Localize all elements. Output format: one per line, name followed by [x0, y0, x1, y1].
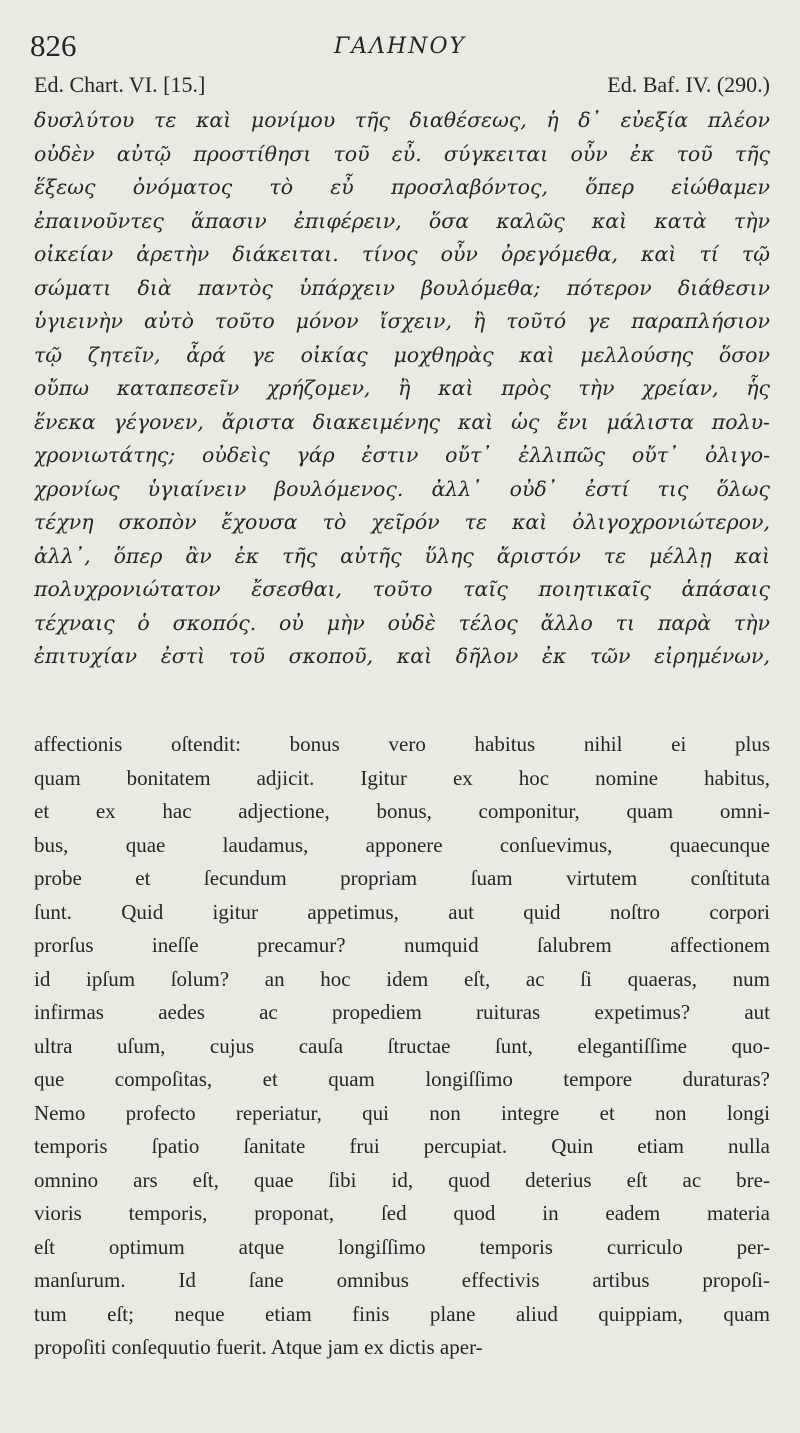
latin-text-line: probe et ſecundum propriam ſuam virtutem conſtituta: [34, 866, 770, 890]
page-number: 826: [30, 28, 77, 63]
edition-basel-ref: Ed. Baf. IV. (290.): [607, 72, 770, 97]
latin-text-line: ſunt. Quid igitur appetimus, aut quid noſtro corpori: [34, 899, 770, 924]
latin-text-block: [34, 728, 770, 1365]
latin-text-line: tum eſt; neque etiam finis plane aliud quippiam, quam: [34, 1301, 770, 1326]
greek-text-block: [34, 104, 770, 674]
latin-text-line: et ex hac adjectione, bonus, componitur, quam omni-: [34, 799, 770, 823]
greek-text-line: ἐπαινοῦντες ἅπασιν ἐπιφέρειν, ὅσα καλῶς καὶ κατὰ τὴν: [34, 208, 770, 233]
greek-text-line: τέχνη σκοπὸν ἔχουσα τὸ χεῖρόν τε καὶ ὀλιγοχρονιώτερον,: [34, 510, 770, 534]
latin-text-line: quam bonitatem adjicit. Igitur ex hoc nomine habitus,: [34, 765, 770, 790]
latin-text-line: bus, quae laudamus, apponere conſuevimus, quaecunque: [34, 832, 770, 857]
greek-text-line: οἰκείαν ἀρετὴν διάκειται. τίνος οὖν ὀρεγόμεθα, καὶ τί τῷ: [34, 242, 770, 266]
running-title: ΓΑΛΗΝΟΥ: [333, 34, 467, 59]
latin-text-line: temporis ſpatio ſanitate frui percupiat. Quin etiam nulla: [34, 1134, 770, 1158]
greek-text-line: τέχναις ὁ σκοπός. οὐ μὴν οὐδὲ τέλος ἄλλο τι παρὰ τὴν: [34, 610, 770, 635]
greek-text-line: ἕξεως ὀνόματος τὸ εὖ προσλαβόντος, ὅπερ εἰώθαμεν: [34, 175, 770, 199]
greek-text-line: τῷ ζητεῖν, ἆρά γε οἰκίας μοχθηρὰς καὶ μελλούσης ὅσον: [34, 342, 770, 367]
latin-text-line: prorſus ineſſe precamur? numquid ſalubrem affectionem: [34, 933, 770, 957]
greek-text-line: δυσλύτου τε καὶ μονίμου τῆς διαθέσεως, ἡ δ᾽ εὐεξία πλέον: [34, 108, 770, 132]
greek-text-line: ἐπιτυχίαν ἐστὶ τοῦ σκοποῦ, καὶ δῆλον ἐκ τῶν εἰρημένων,: [34, 644, 770, 668]
edition-chartier-ref: Ed. Chart. VI. [15.]: [34, 72, 206, 97]
greek-text-line: σώματι διὰ παντὸς ὑπάρχειν βουλόμεθα; πότερον διάθεσιν: [34, 275, 770, 300]
greek-text-line: οὐδὲν αὐτῷ προστίθησι τοῦ εὖ. σύγκειται οὖν ἐκ τοῦ τῆς: [34, 141, 770, 166]
edition-references: [34, 72, 770, 104]
latin-text-line: propoſiti conſequutio fuerit. Atque jam ex dictis aper-: [34, 1335, 483, 1359]
greek-text-line: ἀλλ᾽, ὅπερ ἂν ἐκ τῆς αὐτῆς ὕλης ἄριστόν τε μέλλῃ καὶ: [34, 543, 770, 568]
latin-text-line: que compoſitas, et quam longiſſimo tempore duraturas?: [34, 1067, 770, 1091]
greek-text-line: πολυχρονιώτατον ἔσεσθαι, τοῦτο ταῖς ποιητικαῖς ἁπάσαις: [34, 577, 770, 601]
greek-text-line: χρονιωτάτης; οὐδεὶς γάρ ἐστιν οὔτ᾽ ἐλλιπῶς οὔτ᾽ ὀλιγο-: [34, 443, 770, 467]
latin-text-line: id ipſum ſolum? an hoc idem eſt, ac ſi quaeras, num: [34, 966, 770, 991]
latin-text-line: infirmas aedes ac propediem ruituras expetimus? aut: [34, 1000, 770, 1024]
latin-text-line: manſurum. Id ſane omnibus effectivis artibus propoſi-: [34, 1268, 770, 1292]
latin-text-line: omnino ars eſt, quae ſibi id, quod deterius eſt ac bre-: [34, 1167, 770, 1192]
greek-text-line: χρονίως ὑγιαίνειν βουλόμενος. ἀλλ᾽ οὐδ᾽ ἐστί τις ὅλως: [34, 476, 770, 501]
page-header: [30, 26, 770, 66]
greek-text-line: οὔπω καταπεσεῖν χρήζομεν, ἢ καὶ πρὸς τὴν χρείαν, ἧς: [34, 376, 770, 400]
latin-text-line: ultra uſum, cujus cauſa ſtructae ſunt, elegantiſſime quo-: [34, 1033, 770, 1058]
latin-text-line: affectionis oſtendit: bonus vero habitus nihil ei plus: [34, 732, 770, 756]
greek-text-line: ὑγιεινὴν αὐτὸ τοῦτο μόνον ἴσχειν, ἢ τοῦτό γε παραπλήσιον: [34, 309, 770, 333]
greek-text-line: ἕνεκα γέγονεν, ἄριστα διακειμένης καὶ ὡς ἔνι μάλιστα πολυ-: [34, 409, 770, 434]
latin-text-line: vioris temporis, proponat, ſed quod in eadem materia: [34, 1201, 770, 1225]
latin-text-line: eſt optimum atque longiſſimo temporis curriculo per-: [34, 1234, 770, 1259]
latin-text-line: Nemo profecto reperiatur, qui non integre et non longi: [34, 1100, 770, 1125]
